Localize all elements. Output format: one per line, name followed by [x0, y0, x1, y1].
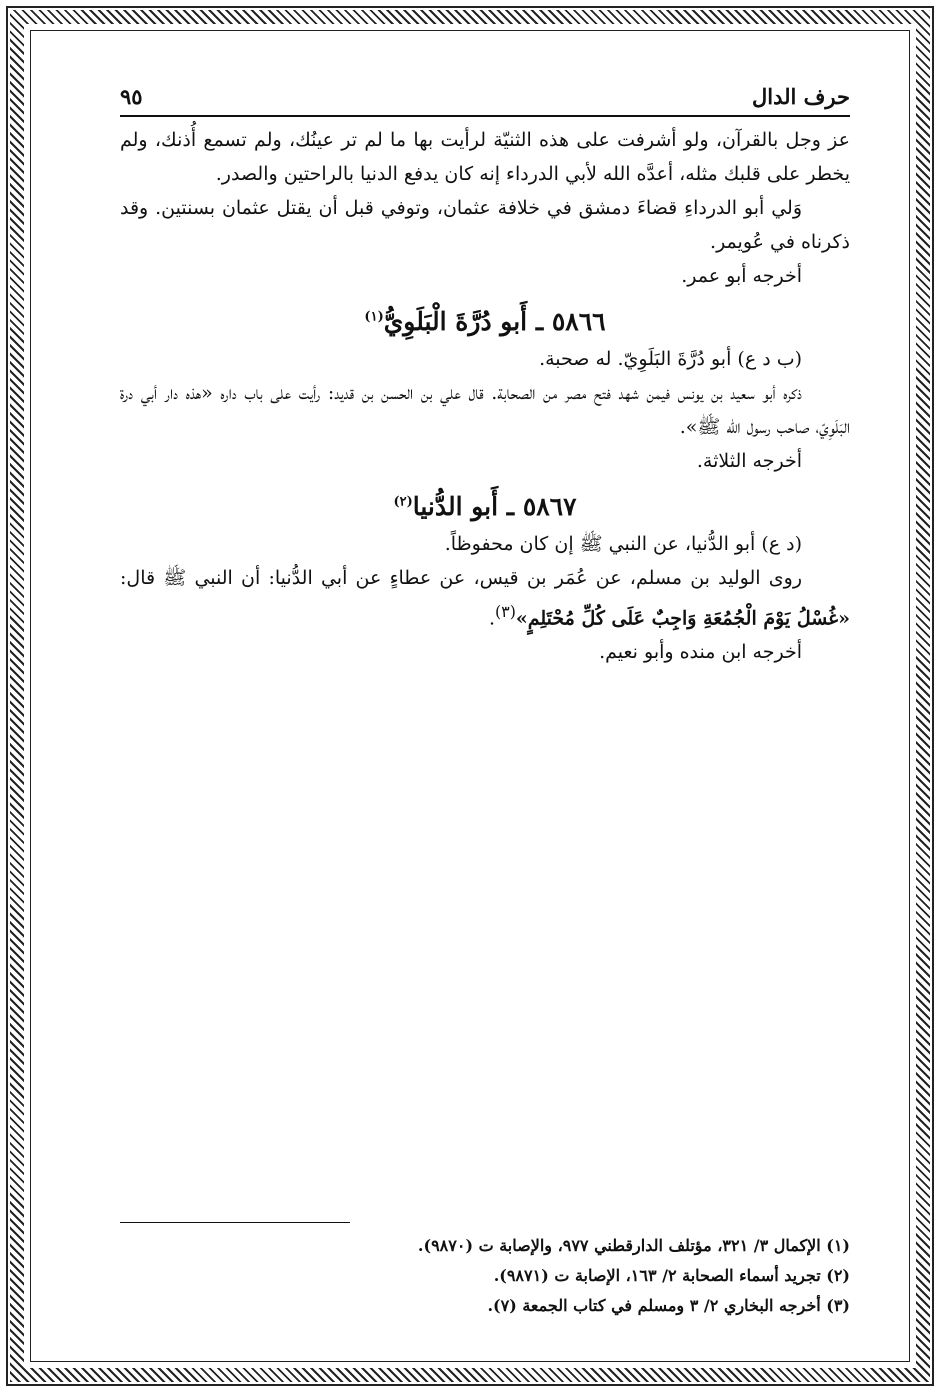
- entry-5867-period: .: [488, 607, 495, 630]
- paragraph-2: وَلي أبو الدرداءِ قضاءَ دمشق في خلافة عثمان، وتوفي قبل أن يقتل عثمان بسنتين. وقد ذكرناه في عُويمر.: [120, 197, 850, 253]
- entry-5866-line-3: أخرجه الثلاثة.: [696, 450, 802, 472]
- entry-5867-line-3: أخرجه ابن منده وأبو نعيم.: [599, 641, 802, 664]
- entry-5866-line-1: (ب د ع) أبو دُرَّةَ البَلَوِيّ. له صحبة.: [539, 348, 802, 370]
- hadith-quote: «غُسْلُ يَوْمَ الْجُمُعَةِ وَاجِبٌ عَلَى كُلِّ مُحْتَلِمٍ»: [515, 607, 850, 630]
- entry-5867-narration: روى الوليد بن مسلم، عن عُمَر بن قيس، عن عطاءٍ عن أبي الدُّنيا: أن النبي ﷺ قال:: [120, 567, 802, 589]
- entry-5867-line-2: [120, 561, 850, 635]
- footnote-rule: [120, 1222, 350, 1223]
- paragraph-1: عز وجل بالقرآن، ولو أشرفت على هذه الثنيّة لرأيت بها ما لم تر عينُك، ولم تسمع أُذنك، ولم يخطر على قلبك مثله، أعدَّه الله لأبي الدرداء إنه كان يدفع الدنيا بالراحتين والصدر.: [120, 129, 850, 185]
- page-number: ٩٥: [120, 84, 143, 109]
- entry-5866-title: [120, 307, 850, 336]
- footnotes-section: [120, 1222, 850, 1321]
- entry-5866-note-ref: (١): [364, 309, 384, 325]
- running-header: [120, 84, 850, 117]
- entry-5867-note-ref: (٢): [393, 494, 413, 510]
- page-content: [120, 84, 850, 669]
- entry-5867-line-1: (د ع) أبو الدُّنيا، عن النبي ﷺ إن كان محفوظاً.: [444, 533, 802, 555]
- footnote-1: (١) الإكمال ٣/ ٣٢١، مؤتلف الدارقطني ٩٧٧، والإصابة ت (٩٨٧٠).: [417, 1236, 850, 1255]
- chapter-title: حرف الدال: [752, 84, 850, 109]
- entry-5866-line-2: ذكره أبو سعيد بن يونس فيمن شهد فتح مصر من الصحابة. قال علي بن الحسن بن قديد: رأيت على باب داره «هذه دار أبي درة البَلَوِيّ، صاحب رسول الله ﷺ».: [120, 382, 850, 438]
- paragraph-3: أخرجه أبو عمر.: [681, 265, 802, 287]
- footnote-2: (٢) تجريد أسماء الصحابة ٢/ ١٦٣، الإصابة ت (٩٨٧١).: [493, 1266, 850, 1285]
- entry-5867-heading: ٥٨٦٧ ـ أَبو الدُّنيا: [412, 492, 577, 521]
- entry-5866-heading: ٥٨٦٦ ـ أَبو دُرَّةَ الْبَلَوِيُّ: [383, 307, 606, 336]
- footnote-rule-wrap: [120, 1222, 850, 1223]
- footnote-3: (٣) أخرجه البخاري ٢/ ٣ ومسلم في كتاب الجمعة (٧).: [487, 1296, 850, 1315]
- entry-5867-title: [120, 492, 850, 521]
- entry-5867-quote-note-ref: (٣): [494, 602, 516, 621]
